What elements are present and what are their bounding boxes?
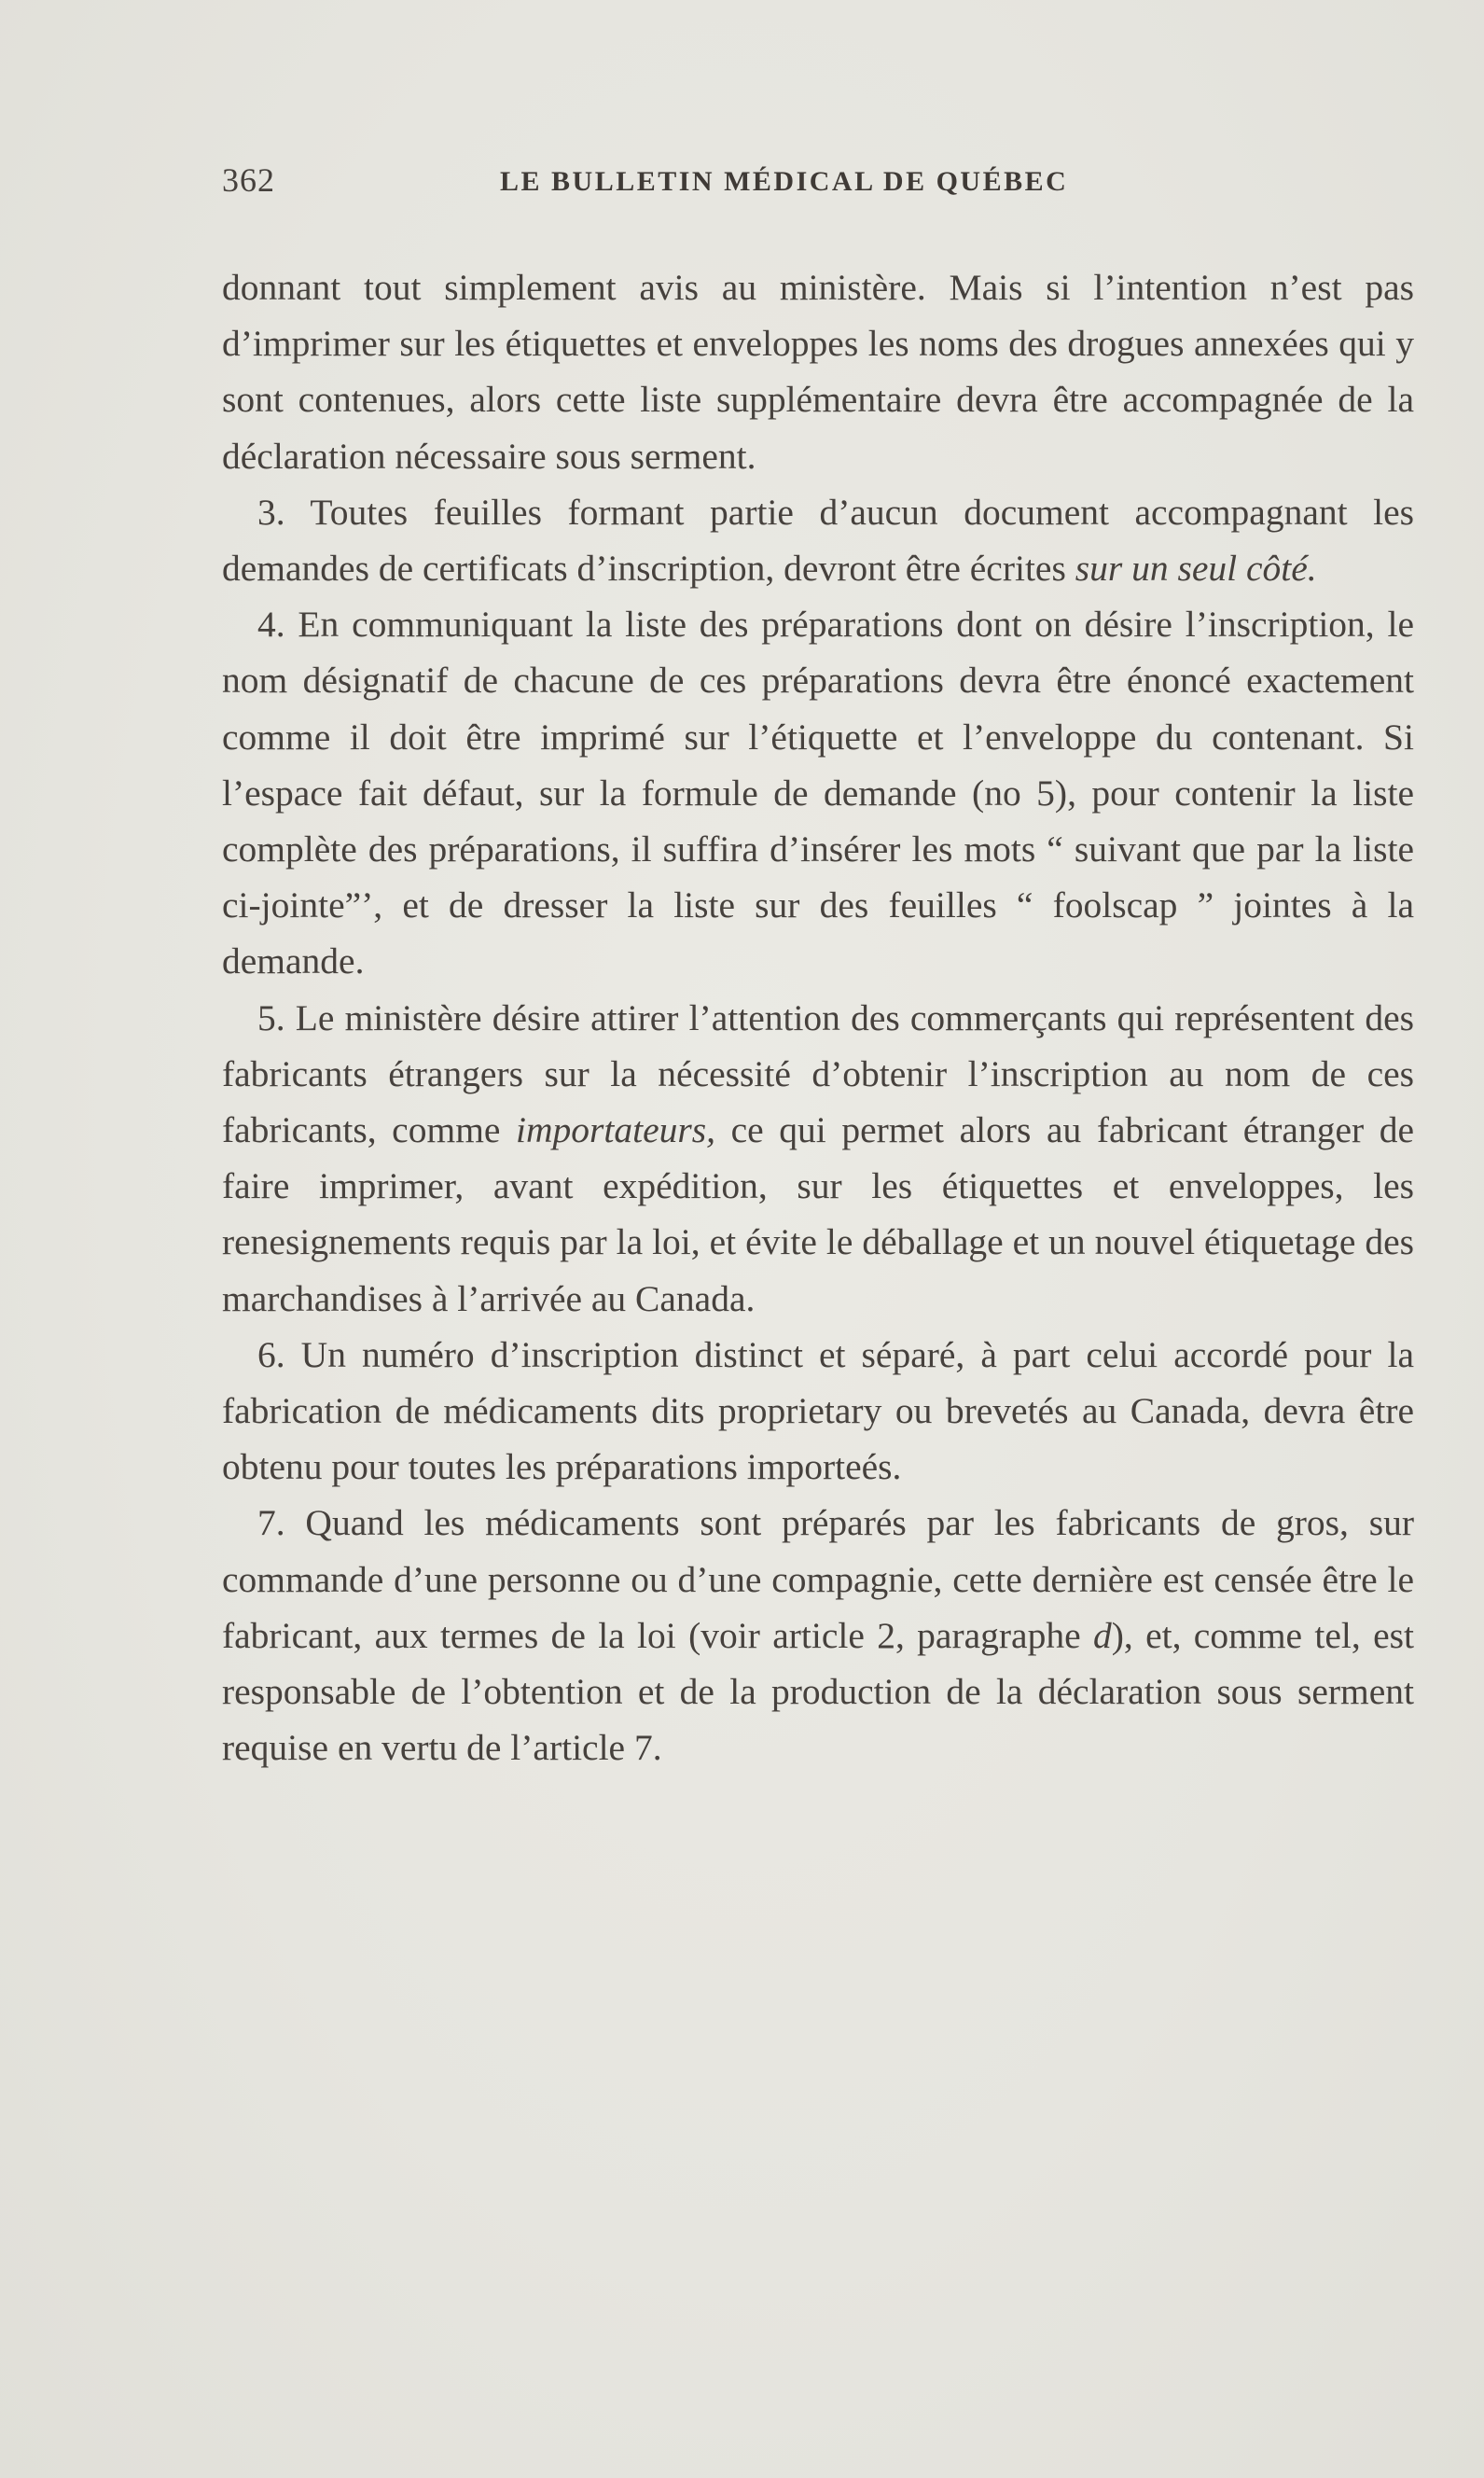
italic-letter: d	[1092, 1614, 1112, 1656]
paragraph-article-5	[222, 990, 1414, 1327]
page-header	[222, 160, 1416, 207]
page-number: 362	[222, 161, 275, 199]
running-title: LE BULLETIN MÉDICAL DE QUÉBEC	[500, 166, 1069, 197]
paragraph-article-6: 6. Un numéro d’inscription distinct et séparé, à part celui accordé pour la fabrication de médicaments dits proprietary ou brevetés au Canada, devra être obtenu pour toutes les préparations importeés.	[222, 1333, 1414, 1488]
paragraph-article-7	[222, 1495, 1414, 1775]
paragraph-article-4: 4. En communiquant la liste des préparations dont on désire l’inscription, le nom désignatif de chacune de ces préparations devra être énoncé exactement comme il doit être imprimé sur l’étiquette et l’enveloppe du contenant. Si l’espace fait défaut, sur la formule de demande (no 5), pour contenir la liste complète des préparations, il suffira d’insérer les mots “ suivant que par la liste ci-jointe”’, et de dresser la liste sur des feuilles “ foolscap ” jointes à la demande.	[222, 604, 1414, 982]
italic-phrase: importateurs,	[516, 1109, 716, 1151]
paragraph-text: 5. Le ministère désire attirer l’attention des commerçants qui représentent des fabricants étrangers sur la nécessité d’obtenir l’inscription au nom de ces fabricants, comme	[222, 996, 1414, 1151]
paragraph-text: 3. Toutes feuilles formant partie d’aucun document accompagnant les demandes de certificats d’inscription, devront être écrites	[222, 491, 1414, 590]
body-text	[222, 259, 1414, 1775]
paragraph-continued: donnant tout simplement avis au ministère. Mais si l’intention n’est pas d’imprimer sur les étiquettes et enveloppes les noms des drogues annexées qui y sont contenues, alors cette liste supplémentaire devra être accompagnée de la déclaration nécessaire sous serment.	[222, 267, 1414, 477]
paragraph-text: ce qui permet alors au fabricant étranger de faire imprimer, avant expédition, sur les étiquettes et enveloppes, les renesignements requis par la loi, et évite le déballage et un nouvel étiquetage des marchandises à l’arrivée au Canada.	[222, 1109, 1415, 1319]
paragraph-text: ), et, comme tel, est responsable de l’obtention et de la production de la déclaration sous serment requise en vertu de l’article 7.	[222, 1614, 1414, 1769]
paragraph-article-3	[222, 484, 1414, 596]
paragraph-text: 7. Quand les médicaments sont préparés par les fabricants de gros, sur commande d’une personne ou d’une compagnie, cette dernière est censée être le fabricant, aux termes de la loi (voir article 2, paragraphe	[222, 1502, 1414, 1656]
italic-phrase: sur un seul côté.	[1075, 548, 1317, 590]
